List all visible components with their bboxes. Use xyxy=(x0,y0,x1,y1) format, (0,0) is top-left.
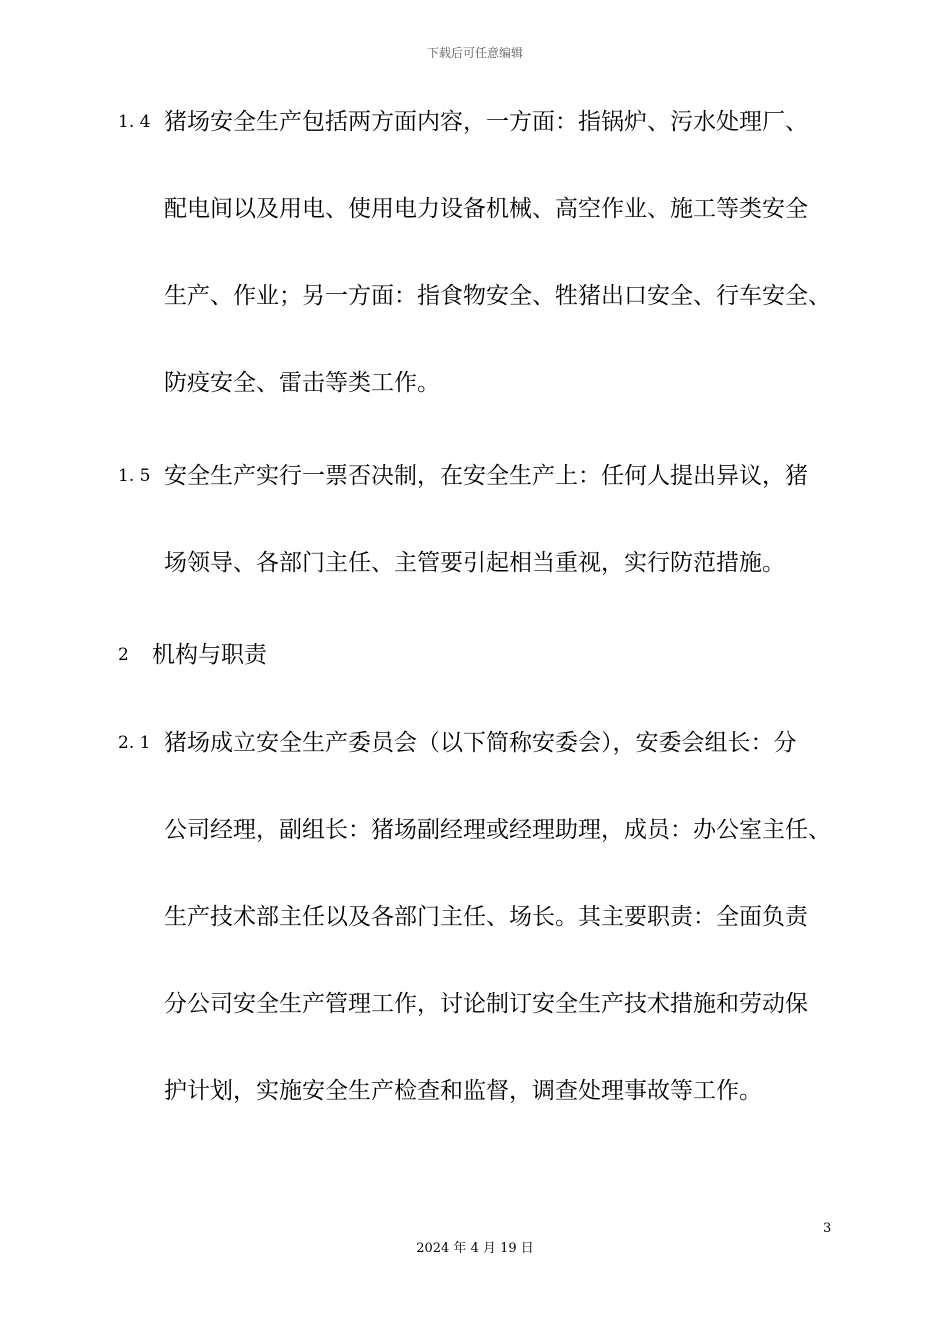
text-line: 配电间以及用电、使用电力设备机械、高空作业、施工等类安全 xyxy=(164,196,808,222)
text-line: 猪场安全生产包括两方面内容，一方面：指锅炉、污水处理厂、 xyxy=(164,109,808,135)
text-line: 生产技术部主任以及各部门主任、场长。其主要职责：全面负责 xyxy=(164,904,808,930)
text-line: 安全生产实行一票否决制，在安全生产上：任何人提出异议，猪 xyxy=(164,463,808,489)
text-line: 公司经理，副组长：猪场副经理或经理助理，成员：办公室主任、 xyxy=(164,817,831,843)
section-number: 1. 4 xyxy=(118,112,151,132)
section-text xyxy=(164,79,864,427)
section-number: 2. 1 xyxy=(118,733,151,753)
footer-date: 2024 年 4 月 19 日 xyxy=(416,1241,534,1256)
page-number: 3 xyxy=(823,1221,832,1236)
section-text xyxy=(164,433,864,607)
text-line: 护计划，实施安全生产检查和监督，调查处理事故等工作。 xyxy=(164,1078,762,1104)
text-line: 防疫安全、雷击等类工作。 xyxy=(164,370,440,396)
text-line: 猪场成立安全生产委员会（以下简称安委会），安委会组长：分 xyxy=(164,730,797,756)
section-text xyxy=(164,700,864,1135)
text-line: 分公司安全生产管理工作，讨论制订安全生产技术措施和劳动保 xyxy=(164,991,808,1017)
section-heading-text xyxy=(152,612,852,699)
text-line: 生产、作业；另一方面：指食物安全、牲猪出口安全、行车安全、 xyxy=(164,283,831,309)
header-note: 下载后可任意编辑 xyxy=(426,46,523,60)
heading-line: 机构与职责 xyxy=(152,642,267,668)
section-number: 1. 5 xyxy=(118,466,151,486)
section-number: 2 xyxy=(118,645,129,665)
text-line: 场领导、各部门主任、主管要引起相当重视，实行防范措施。 xyxy=(164,550,785,576)
